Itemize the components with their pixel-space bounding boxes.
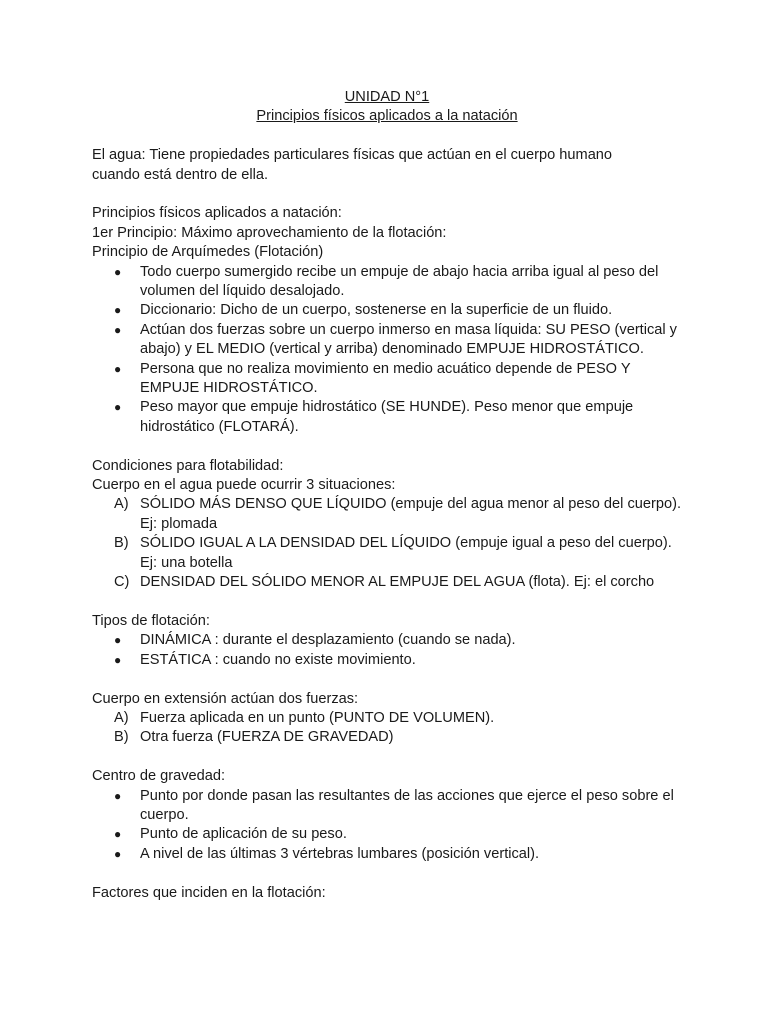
conditions-subheading: Cuerpo en el agua puede ocurrir 3 situaciones: xyxy=(92,477,396,494)
list-item-text: SÓLIDO IGUAL A LA DENSIDAD DEL LÍQUIDO (empuje igual a peso del cuerpo). Ej: una botella xyxy=(140,535,672,571)
list-item: ● Todo cuerpo sumergido recibe un empuje de abajo hacia arriba igual al peso del volumen del líquido desalojado. xyxy=(92,263,682,302)
unit-title: UNIDAD N°1 xyxy=(344,89,430,105)
conditions-heading: Condiciones para flotabilidad: xyxy=(92,457,284,474)
principles-heading: Principios físicos aplicados a natación: xyxy=(92,205,342,222)
list-item: ● Persona que no realiza movimiento en medio acuático depende de PESO Y EMPUJE HIDROSTÁTICO. xyxy=(92,360,682,399)
list-marker: C) xyxy=(114,574,130,591)
conditions-list xyxy=(92,495,682,592)
factors-heading: Factores que inciden en la flotación: xyxy=(92,884,326,901)
list-marker: A) xyxy=(114,709,129,726)
list-item: ● Punto por donde pasan las resultantes de las acciones que ejerce el peso sobre el cuerpo. xyxy=(92,787,682,826)
document-subtitle: Principios físicos aplicados a la natación xyxy=(256,108,518,125)
list-item xyxy=(92,709,682,728)
list-item xyxy=(92,495,682,534)
list-item: ● ESTÁTICA : cuando no existe movimiento. xyxy=(92,651,682,670)
intro-line-2: cuando está dentro de ella. xyxy=(92,166,269,183)
first-principle: 1er Principio: Máximo aprovechamiento de la flotación: xyxy=(92,224,447,241)
list-marker: B) xyxy=(114,535,129,552)
document-page xyxy=(92,88,682,903)
extension-list xyxy=(92,709,682,748)
archimedes-principle: Principio de Arquímedes (Flotación) xyxy=(92,244,324,261)
principles-list xyxy=(92,263,682,438)
list-item: ● DINÁMICA : durante el desplazamiento (cuando se nada). xyxy=(92,631,682,650)
list-item xyxy=(92,573,682,592)
list-item: ● Actúan dos fuerzas sobre un cuerpo inmerso en masa líquida: SU PESO (vertical y abajo) y EL MEDIO (vertical y arriba) denominado EMPUJE HIDROSTÁTICO. xyxy=(92,321,682,360)
list-item xyxy=(92,534,682,573)
types-heading: Tipos de flotación: xyxy=(92,612,210,629)
list-item-text: Fuerza aplicada en un punto (PUNTO DE VOLUMEN). xyxy=(140,709,495,726)
types-list xyxy=(92,631,682,670)
list-item xyxy=(92,728,682,747)
list-item: ● Peso mayor que empuje hidrostático (SE HUNDE). Peso menor que empuje hidrostático (FLOTARÁ). xyxy=(92,398,682,437)
extension-heading: Cuerpo en extensión actúan dos fuerzas: xyxy=(92,690,359,707)
list-item: ● Diccionario: Dicho de un cuerpo, sostenerse en la superficie de un fluido. xyxy=(92,301,682,320)
intro-line-1: El agua: Tiene propiedades particulares físicas que actúan en el cuerpo humano xyxy=(92,147,613,164)
gravity-list xyxy=(92,787,682,865)
list-item: ● Punto de aplicación de su peso. xyxy=(92,825,682,844)
list-marker: A) xyxy=(114,496,129,513)
gravity-heading: Centro de gravedad: xyxy=(92,768,226,785)
list-item-text: SÓLIDO MÁS DENSO QUE LÍQUIDO (empuje del agua menor al peso del cuerpo). Ej: plomada xyxy=(140,496,682,532)
list-marker: B) xyxy=(114,729,129,746)
list-item-text: DENSIDAD DEL SÓLIDO MENOR AL EMPUJE DEL AGUA (flota). Ej: el corcho xyxy=(140,574,655,591)
list-item-text: Otra fuerza (FUERZA DE GRAVEDAD) xyxy=(140,729,394,746)
list-item: ● A nivel de las últimas 3 vértebras lumbares (posición vertical). xyxy=(92,845,682,864)
